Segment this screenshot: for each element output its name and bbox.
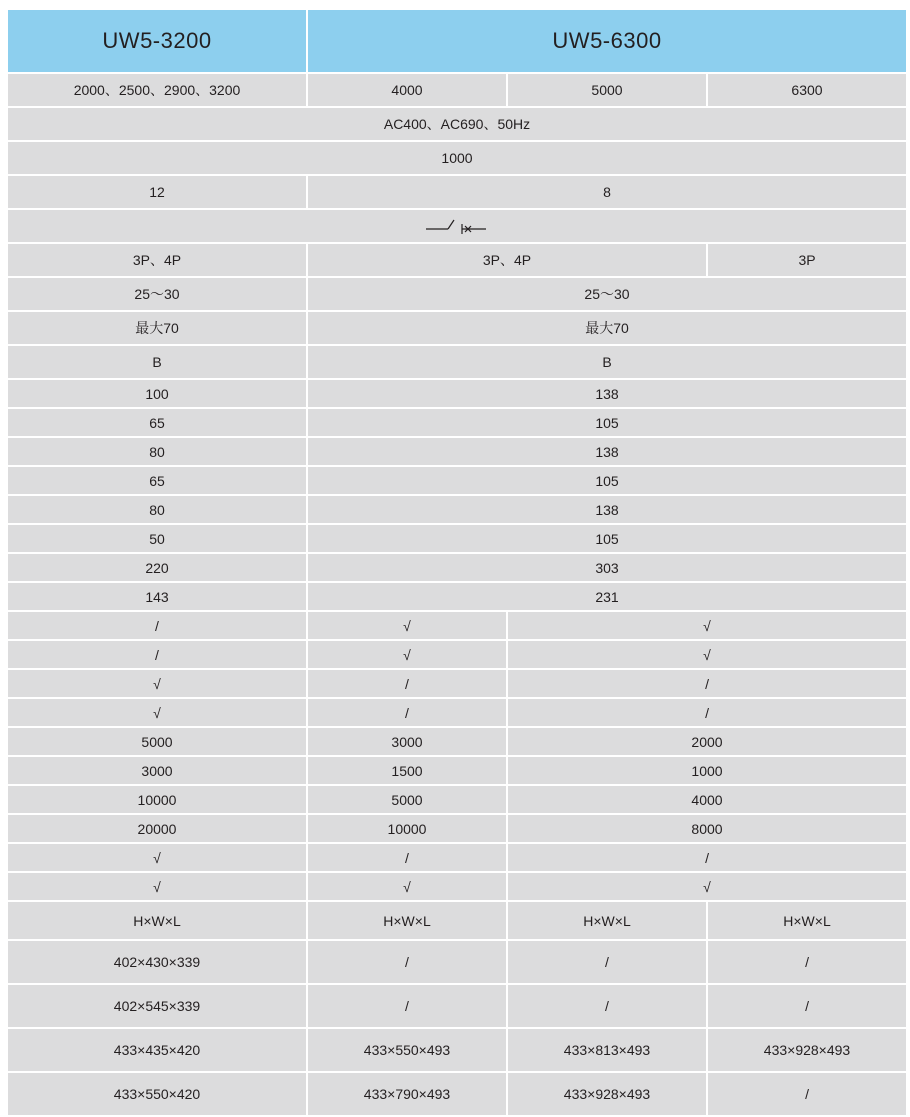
cell-a: 12 xyxy=(7,175,307,209)
table-row xyxy=(7,814,907,843)
table-row xyxy=(7,495,907,524)
cell-b3: 433×928×493 xyxy=(707,1028,907,1072)
cell-b3: / xyxy=(707,984,907,1028)
table-row xyxy=(7,107,907,141)
cell-b2: / xyxy=(507,669,907,698)
cell-a: 65 xyxy=(7,408,307,437)
model-b-header: UW5-6300 xyxy=(307,9,907,73)
cell-b: 138 xyxy=(307,437,907,466)
cell-b1: 10000 xyxy=(307,814,507,843)
table-row xyxy=(7,872,907,901)
cell-b1: / xyxy=(307,984,507,1028)
table-row xyxy=(7,756,907,785)
table-row xyxy=(7,843,907,872)
cell-b1: √ xyxy=(307,640,507,669)
table-row xyxy=(7,1072,907,1116)
cell-a: √ xyxy=(7,872,307,901)
table-row xyxy=(7,379,907,408)
header-row xyxy=(7,9,907,73)
rated-current-b3: 6300 xyxy=(707,73,907,107)
table-row xyxy=(7,408,907,437)
table-row xyxy=(7,640,907,669)
cell-b: 105 xyxy=(307,524,907,553)
cell-b: 25～30 xyxy=(307,277,907,311)
table-row xyxy=(7,209,907,243)
table-row xyxy=(7,669,907,698)
cell-b1: / xyxy=(307,698,507,727)
cell-a: √ xyxy=(7,669,307,698)
cell-b3: / xyxy=(707,1072,907,1116)
cell-a: 3000 xyxy=(7,756,307,785)
cell-a: / xyxy=(7,640,307,669)
poles-a: 3P、4P xyxy=(7,243,307,277)
cell-b2: 2000 xyxy=(507,727,907,756)
cell-b2: / xyxy=(507,698,907,727)
cell-b: 8 xyxy=(307,175,907,209)
dim-header-b1: H×W×L xyxy=(307,901,507,940)
cell-a: 143 xyxy=(7,582,307,611)
cell-a: 402×430×339 xyxy=(7,940,307,984)
cell-a: 20000 xyxy=(7,814,307,843)
cell-a: / xyxy=(7,611,307,640)
table-row xyxy=(7,73,907,107)
table-row xyxy=(7,901,907,940)
voltage-cell: AC400、AC690、50Hz xyxy=(7,107,907,141)
cell-b3: / xyxy=(707,940,907,984)
cell-b1: 1500 xyxy=(307,756,507,785)
circuit-breaker-symbol-icon xyxy=(426,216,488,236)
cell-b: 138 xyxy=(307,495,907,524)
cell-b: 138 xyxy=(307,379,907,408)
cell-a: B xyxy=(7,345,307,379)
cell-a: √ xyxy=(7,843,307,872)
cell-b1: 433×790×493 xyxy=(307,1072,507,1116)
cell-b: 最大70 xyxy=(307,311,907,345)
cell-a: 10000 xyxy=(7,785,307,814)
cell-a: 100 xyxy=(7,379,307,408)
table-row xyxy=(7,277,907,311)
spec-table xyxy=(6,8,908,1117)
cell-b1: √ xyxy=(307,611,507,640)
cell-b2: 4000 xyxy=(507,785,907,814)
table-row xyxy=(7,698,907,727)
table-row xyxy=(7,1028,907,1072)
cell-a: 5000 xyxy=(7,727,307,756)
table-row xyxy=(7,984,907,1028)
symbol-cell xyxy=(7,209,907,243)
cell-a: √ xyxy=(7,698,307,727)
cell-b: B xyxy=(307,345,907,379)
cell-a: 50 xyxy=(7,524,307,553)
insulation-cell: 1000 xyxy=(7,141,907,175)
cell-b2: 433×813×493 xyxy=(507,1028,707,1072)
table-row xyxy=(7,582,907,611)
rated-current-b1: 4000 xyxy=(307,73,507,107)
cell-b2: 1000 xyxy=(507,756,907,785)
cell-b: 105 xyxy=(307,466,907,495)
cell-a: 25～30 xyxy=(7,277,307,311)
cell-a: 433×550×420 xyxy=(7,1072,307,1116)
cell-b1: 433×550×493 xyxy=(307,1028,507,1072)
dim-header-b3: H×W×L xyxy=(707,901,907,940)
cell-a: 433×435×420 xyxy=(7,1028,307,1072)
table-row xyxy=(7,611,907,640)
model-a-header: UW5-3200 xyxy=(7,9,307,73)
rated-current-a: 2000、2500、2900、3200 xyxy=(7,73,307,107)
cell-a: 80 xyxy=(7,495,307,524)
cell-a: 65 xyxy=(7,466,307,495)
dim-header-b2: H×W×L xyxy=(507,901,707,940)
cell-b2: √ xyxy=(507,640,907,669)
rated-current-b2: 5000 xyxy=(507,73,707,107)
cell-b1: / xyxy=(307,669,507,698)
table-row xyxy=(7,175,907,209)
table-row xyxy=(7,553,907,582)
table-row xyxy=(7,437,907,466)
table-row xyxy=(7,940,907,984)
cell-b2: 433×928×493 xyxy=(507,1072,707,1116)
cell-b1: 3000 xyxy=(307,727,507,756)
cell-b2: √ xyxy=(507,872,907,901)
table-row xyxy=(7,466,907,495)
cell-b: 231 xyxy=(307,582,907,611)
cell-b1: 5000 xyxy=(307,785,507,814)
cell-b: 303 xyxy=(307,553,907,582)
poles-b1: 3P、4P xyxy=(307,243,707,277)
table-row xyxy=(7,311,907,345)
cell-b2: / xyxy=(507,984,707,1028)
cell-a: 402×545×339 xyxy=(7,984,307,1028)
dim-header-a: H×W×L xyxy=(7,901,307,940)
cell-b1: / xyxy=(307,940,507,984)
cell-a: 80 xyxy=(7,437,307,466)
cell-b1: / xyxy=(307,843,507,872)
table-row xyxy=(7,524,907,553)
cell-a: 220 xyxy=(7,553,307,582)
table-row xyxy=(7,243,907,277)
table-row xyxy=(7,345,907,379)
cell-b2: / xyxy=(507,843,907,872)
table-row xyxy=(7,785,907,814)
cell-b2: 8000 xyxy=(507,814,907,843)
cell-a: 最大70 xyxy=(7,311,307,345)
cell-b2: / xyxy=(507,940,707,984)
cell-b1: √ xyxy=(307,872,507,901)
poles-b2: 3P xyxy=(707,243,907,277)
table-row xyxy=(7,141,907,175)
cell-b2: √ xyxy=(507,611,907,640)
table-row xyxy=(7,727,907,756)
cell-b: 105 xyxy=(307,408,907,437)
